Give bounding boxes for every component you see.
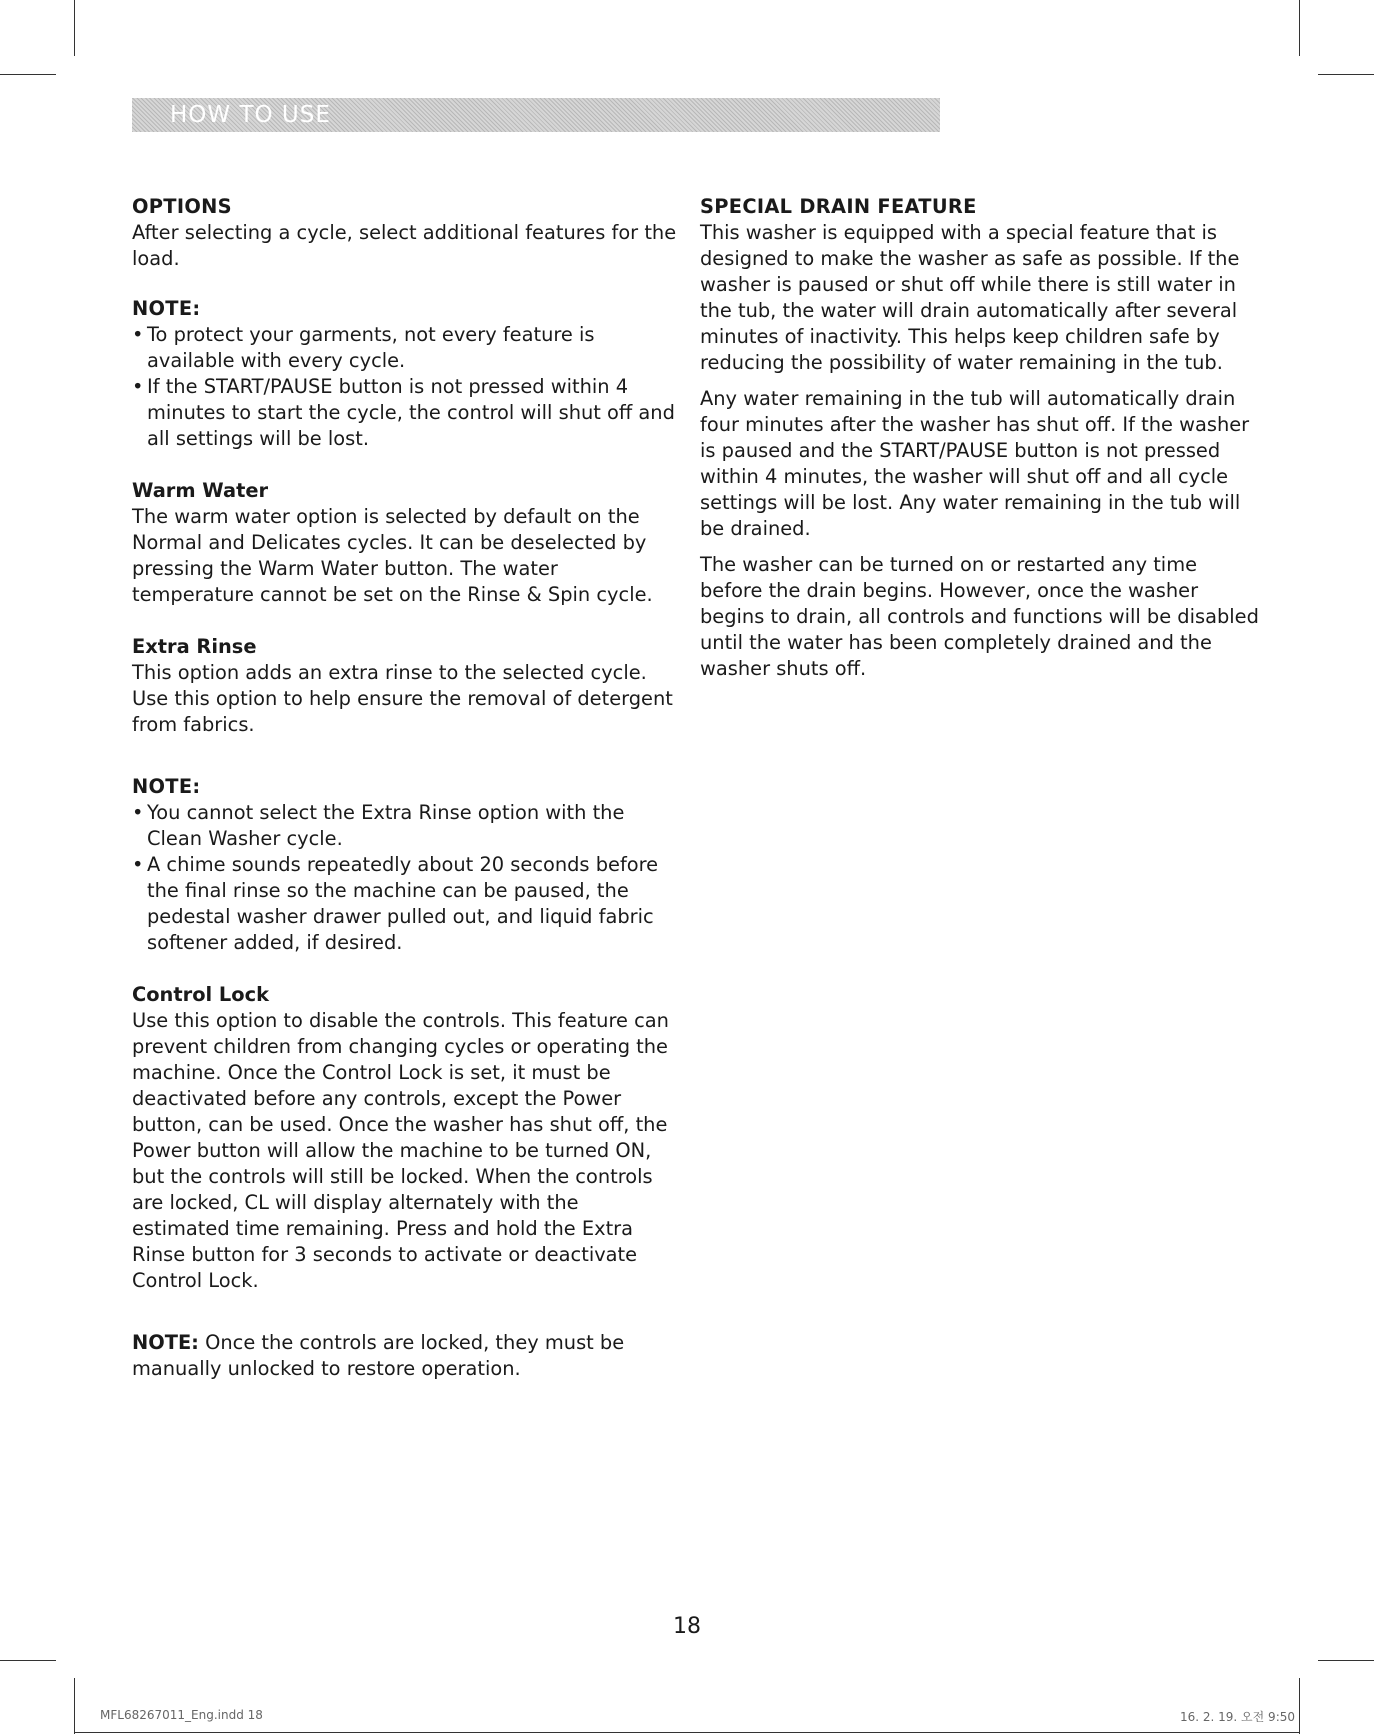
warm-water-heading: Warm Water: [132, 479, 269, 502]
control-lock-text: Use this option to disable the controls. This feature can prevent children from changing cycles or operating the machine. Once the Control Lock is set, it must be deactivated before any controls, except the Power button, can be used. Once the washer has shut off, the Power button will allow the machine to be turned ON, but the controls will still be locked. When the controls are locked, CL will display alternately with the estimated time remaining. Press and hold the Extra Rinse button for 3 seconds to activate or deactivate Control Lock.: [132, 1009, 669, 1292]
drain-paragraph: Any water remaining in the tub will automatically drain four minutes after the washer has shut off. If the washer is paused and the START/PAUSE button is not pressed within 4 minutes, the washer will shut off and all cycle settings will be lost. Any water remaining in the tub will be drained.: [700, 387, 1250, 540]
drain-paragraph: The washer can be turned on or restarted any time before the drain begins. However, once the washer begins to drain, all controls and functions will be disabled until the water has been completely drained and the washer shuts off.: [700, 553, 1259, 680]
note-item: • A chime sounds repeatedly about 20 seconds before the final rinse so the machine can be paused, the pedestal washer drawer pulled out, and liquid fabric softener added, if desired.: [132, 852, 682, 956]
crop-mark: [0, 74, 56, 75]
crop-mark: [1299, 0, 1300, 56]
note-item: • To protect your garments, not every feature is available with every cycle.: [132, 322, 682, 374]
control-lock-note: [132, 1330, 682, 1382]
note-heading: NOTE:: [132, 775, 201, 798]
drain-paragraph: This washer is equipped with a special feature that is designed to make the washer as safe as possible. If the washer is paused or shut off while there is still water in the tub, the water will drain automatically after several minutes of inactivity. This helps keep children safe by reducing the possibility of water remaining in the tub.: [700, 221, 1240, 374]
note-item: • If the START/PAUSE button is not pressed within 4 minutes to start the cycle, the control will shut off and all settings will be lost.: [132, 374, 682, 452]
section-title: HOW TO USE: [170, 102, 331, 128]
options-heading: OPTIONS: [132, 195, 232, 218]
note-list: [132, 322, 682, 452]
date-slug: 16. 2. 19. 오전 9:50: [1180, 1710, 1296, 1724]
drain-heading: SPECIAL DRAIN FEATURE: [700, 195, 977, 218]
note-label: NOTE:: [132, 1331, 199, 1354]
extra-rinse-heading: Extra Rinse: [132, 635, 257, 658]
crop-mark: [74, 0, 75, 56]
crop-mark: [74, 1678, 75, 1734]
bottom-rule: [74, 1732, 1300, 1733]
note-heading: NOTE:: [132, 297, 201, 320]
file-slug: MFL68267011_Eng.indd 18: [100, 1708, 263, 1722]
section-banner: [132, 98, 940, 132]
control-lock-heading: Control Lock: [132, 983, 269, 1006]
crop-mark: [0, 1660, 56, 1661]
note-list: [132, 800, 682, 956]
note-item: • You cannot select the Extra Rinse option with the Clean Washer cycle.: [132, 800, 682, 852]
warm-water-text: The warm water option is selected by default on the Normal and Delicates cycles. It can be deselected by pressing the Warm Water button. The water temperature cannot be set on the Rinse & Spin cycle.: [132, 505, 653, 606]
extra-rinse-text: This option adds an extra rinse to the selected cycle. Use this option to help ensure the removal of detergent from fabrics.: [132, 661, 673, 736]
right-column: [700, 194, 1260, 682]
crop-mark: [1299, 1678, 1300, 1734]
page-number: 18: [673, 1614, 701, 1639]
note-text: Once the controls are locked, they must be manually unlocked to restore operation.: [132, 1331, 625, 1380]
left-column: [132, 194, 682, 1382]
options-text: After selecting a cycle, select additional features for the load.: [132, 221, 677, 270]
crop-mark: [1318, 1660, 1374, 1661]
crop-mark: [1318, 74, 1374, 75]
